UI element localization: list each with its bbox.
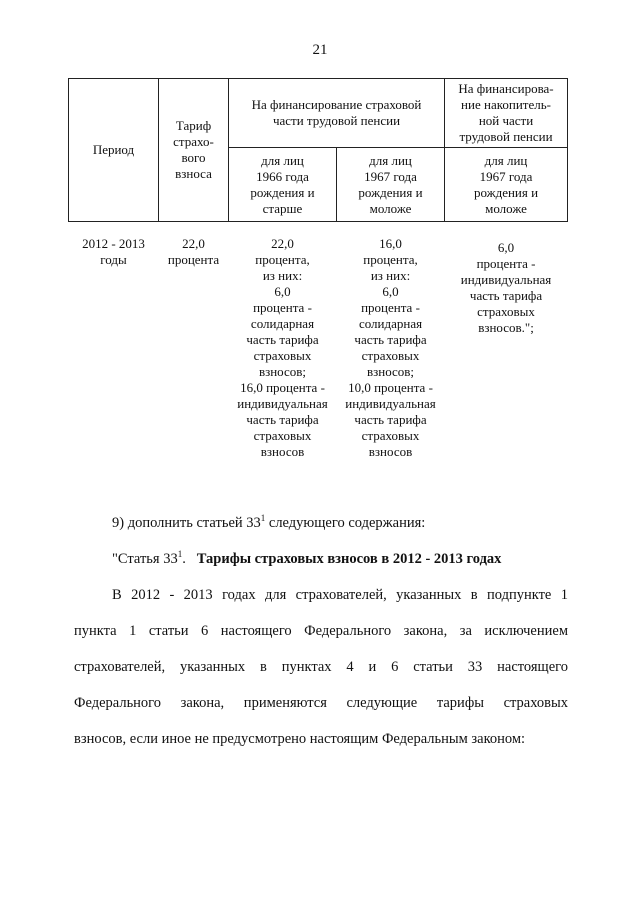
body-line-5: взносов, если иное не предусмотрено настоящим Федеральным законом: bbox=[74, 731, 526, 747]
cell-text-line: часть тарифа bbox=[469, 288, 543, 303]
header-funded-born-1967-and-younger bbox=[445, 148, 568, 222]
cell-period bbox=[69, 222, 159, 463]
cell-text-line: 1966 года bbox=[256, 168, 309, 184]
cell-text-line: части трудовой пенсии bbox=[272, 113, 401, 128]
cell-text-line: страховых bbox=[361, 348, 420, 363]
cell-text-line: страхо- bbox=[173, 134, 214, 149]
cell-text-line: 2012 - 2013 bbox=[82, 236, 145, 251]
cell-text-line: часть тарифа bbox=[246, 332, 319, 347]
cell-text-line: На финансирова- bbox=[458, 81, 554, 96]
cell-text-line: 16,0 процента - bbox=[240, 380, 325, 395]
article-title: Тарифы страховых взносов в 2012 - 2013 годах bbox=[196, 551, 502, 567]
article-heading: "Статья $33^1$. Тарифы страховых взносов в 2012 - 2013 годах bbox=[112, 549, 502, 567]
cell-funded bbox=[445, 222, 568, 463]
header-tariff bbox=[159, 79, 229, 222]
cell-text-line: 22,0 bbox=[271, 236, 294, 251]
cell-text-line: процента - bbox=[253, 300, 312, 315]
cell-text-line: Тариф bbox=[175, 118, 212, 133]
cell-text-line: процента - bbox=[476, 256, 536, 271]
body-line-3: страхователей, указанных в пунктах 4 и 6 статьи 33 настоящего bbox=[74, 659, 568, 675]
cell-text-line: часть тарифа bbox=[246, 412, 319, 427]
cell-text-line: из них: bbox=[370, 268, 411, 283]
cell-text-line: взносов bbox=[260, 444, 305, 459]
cell-text-line: 6,0 bbox=[274, 284, 291, 299]
cell-text-line: рождения и bbox=[250, 184, 315, 200]
header-born-1967-and-younger bbox=[337, 148, 445, 222]
item-9-paragraph: 9) дополнить статьей $33^1$ следующего содержания: bbox=[112, 513, 426, 531]
cell-text-line: ние накопитель- bbox=[461, 97, 551, 112]
cell-text-line: страховых bbox=[253, 348, 312, 363]
cell-text-line: страховых bbox=[361, 428, 420, 443]
cell-text-line: индивидуальная bbox=[460, 272, 552, 287]
cell-text-line: часть тарифа bbox=[354, 332, 427, 347]
header-insurance-part bbox=[229, 79, 445, 148]
cell-text-line: 22,0 bbox=[182, 236, 205, 251]
cell-text-line: 6,0 bbox=[382, 284, 399, 299]
cell-text-line: солидарная bbox=[250, 316, 315, 331]
cell-text-line: страховых bbox=[253, 428, 312, 443]
cell-born-1966 bbox=[229, 222, 337, 463]
cell-text-line: ной части bbox=[478, 113, 534, 128]
cell-text-line: взносов."; bbox=[478, 320, 534, 335]
body-line-1: В 2012 - 2013 годах для страхователей, указанных в подпункте 1 bbox=[112, 587, 568, 603]
cell-text-line: взноса bbox=[175, 166, 212, 181]
cell-text-line: взносов; bbox=[366, 364, 415, 379]
cell-text-line: индивидуальная bbox=[345, 396, 436, 411]
cell-text-line: процента, bbox=[363, 252, 418, 267]
cell-text-line: 6,0 bbox=[497, 240, 515, 255]
header-period: Период bbox=[69, 79, 159, 222]
cell-text-line: вого bbox=[181, 150, 206, 165]
cell-text-line: часть тарифа bbox=[354, 412, 427, 427]
cell-text-line: взносов; bbox=[258, 364, 307, 379]
cell-text-line: рождения и bbox=[358, 184, 423, 200]
page-number: 21 bbox=[312, 42, 328, 58]
cell-text-line: для лиц bbox=[369, 152, 412, 168]
cell-text-line: 1967 года bbox=[479, 168, 533, 184]
cell-text-line: процента bbox=[167, 252, 220, 267]
header-born-1966-and-older bbox=[229, 148, 337, 222]
cell-text-line: для лиц bbox=[484, 152, 528, 168]
body-line-4: Федерального закона, применяются следующие тарифы страховых bbox=[74, 695, 568, 711]
header-funded-part bbox=[445, 79, 568, 148]
table-header-row bbox=[69, 79, 568, 148]
cell-text-line: солидарная bbox=[358, 316, 423, 331]
cell-text-line: процента - bbox=[361, 300, 420, 315]
cell-text-line: для лиц bbox=[261, 152, 304, 168]
cell-born-1967 bbox=[337, 222, 445, 463]
cell-text-line: годы bbox=[100, 252, 127, 267]
body-line-2: пункта 1 статьи 6 настоящего Федерального закона, за исключением bbox=[74, 623, 568, 639]
cell-text-line: процента, bbox=[255, 252, 310, 267]
cell-text-line: 16,0 bbox=[379, 236, 402, 251]
cell-tariff bbox=[159, 222, 229, 463]
cell-text-line: страховых bbox=[477, 304, 535, 319]
cell-text-line: 1967 года bbox=[364, 168, 417, 184]
cell-text-line: индивидуальная bbox=[237, 396, 328, 411]
cell-text-line: из них: bbox=[262, 268, 303, 283]
table-row bbox=[69, 222, 568, 463]
cell-text-line: старше bbox=[262, 200, 303, 216]
cell-text-line: трудовой пенсии bbox=[459, 129, 553, 144]
cell-text-line: На финансирование страховой bbox=[251, 97, 422, 112]
cell-text-line: 10,0 процента - bbox=[348, 380, 433, 395]
cell-text-line: моложе bbox=[369, 200, 412, 216]
cell-text-line: моложе bbox=[485, 200, 527, 216]
tariff-table bbox=[68, 78, 568, 462]
cell-text-line: взносов bbox=[368, 444, 413, 459]
cell-text-line: рождения и bbox=[473, 184, 539, 200]
